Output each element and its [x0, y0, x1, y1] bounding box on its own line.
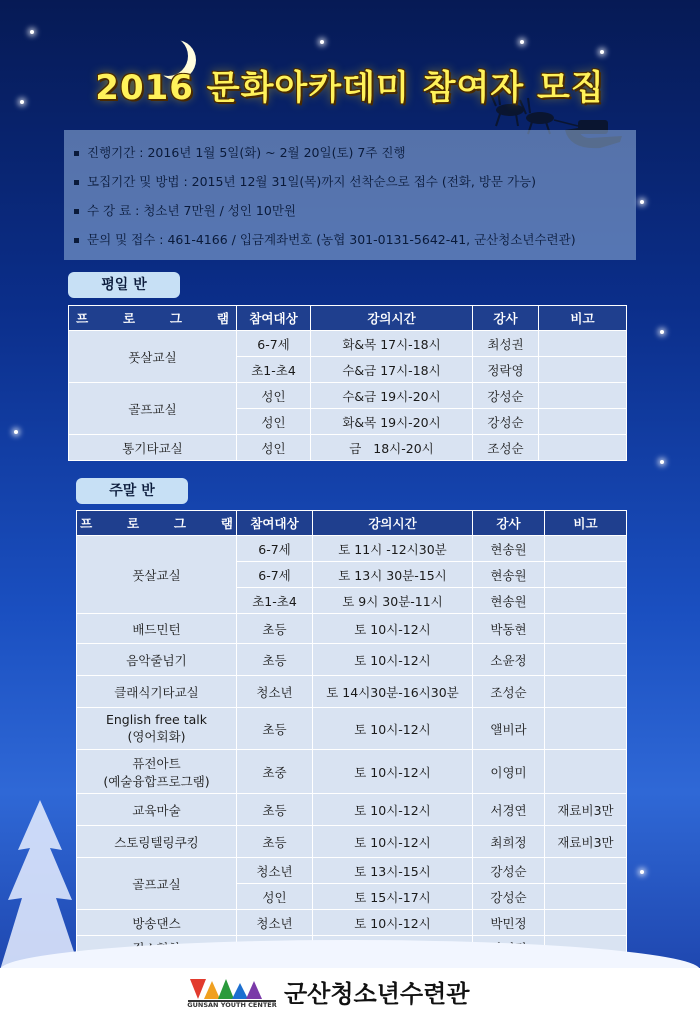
star-decoration — [640, 200, 644, 204]
target-cell: 초등 — [237, 644, 313, 676]
time-cell: 토 13시 30분-15시 — [313, 562, 473, 588]
instructor-cell: 강성순 — [473, 884, 545, 910]
info-text: 진행기간 : 2016년 1월 5일(화) ~ 2월 20일(토) 7주 진행 — [87, 145, 406, 160]
program-header — [69, 306, 237, 331]
note-cell — [539, 331, 627, 357]
program-header-char: 로 — [123, 311, 136, 326]
instructor-cell: 이영미 — [473, 750, 545, 794]
target-cell: 성인 — [237, 435, 311, 461]
time-cell: 토 9시 30분-11시 — [313, 588, 473, 614]
program-cell: 골프교실 — [77, 858, 237, 910]
note-cell — [539, 383, 627, 409]
note-cell — [545, 858, 627, 884]
star-decoration — [320, 40, 324, 44]
time-cell: 토 13시-15시 — [313, 858, 473, 884]
instructor-cell: 조성순 — [473, 435, 539, 461]
instructor-cell: 강성순 — [473, 409, 539, 435]
program-name: 퓨전아트 — [132, 755, 181, 771]
program-header-char: 프 — [80, 516, 93, 531]
table-header-row — [77, 511, 627, 536]
program-header-char: 로 — [127, 516, 140, 531]
target-cell: 초1-초4 — [237, 357, 311, 383]
time-cell: 토 11시 -12시30분 — [313, 536, 473, 562]
target-header: 참여대상 — [237, 511, 313, 536]
target-cell: 초등 — [237, 794, 313, 826]
info-line — [74, 225, 626, 254]
note-cell — [539, 357, 627, 383]
table-row — [77, 858, 627, 884]
program-cell: 풋살교실 — [77, 536, 237, 614]
org-name: 군산청소년수련관 — [284, 980, 470, 1008]
instructor-cell: 강성순 — [473, 383, 539, 409]
note-cell: 재료비3만 — [545, 826, 627, 858]
time-cell: 토 10시-12시 — [313, 750, 473, 794]
program-header-char: 램 — [220, 516, 233, 531]
target-cell: 성인 — [237, 409, 311, 435]
weekend-section-label: 주말 반 — [76, 478, 188, 504]
program-cell: 방송댄스 — [77, 910, 237, 936]
star-decoration — [600, 50, 604, 54]
note-cell: 재료비3만 — [545, 794, 627, 826]
instructor-cell: 강성순 — [473, 858, 545, 884]
instructor-cell: 현송원 — [473, 536, 545, 562]
time-cell: 토 10시-12시 — [313, 794, 473, 826]
star-decoration — [660, 460, 664, 464]
target-cell: 청소년 — [237, 910, 313, 936]
time-cell: 토 10시-12시 — [313, 614, 473, 644]
time-cell: 화&목 19시-20시 — [311, 409, 473, 435]
table-row — [77, 826, 627, 858]
note-cell — [545, 536, 627, 562]
note-cell — [545, 750, 627, 794]
note-cell — [545, 910, 627, 936]
program-cell: 음악줄넘기 — [77, 644, 237, 676]
bullet-icon — [74, 151, 79, 156]
time-cell: 토 10시-12시 — [313, 910, 473, 936]
weekend-table — [76, 510, 627, 960]
program-cell — [77, 750, 237, 794]
note-cell — [545, 676, 627, 708]
time-cell: 토 10시-12시 — [313, 644, 473, 676]
program-cell: 교육마술 — [77, 794, 237, 826]
info-text: 문의 및 접수 : 461-4166 / 입금계좌번호 (농협 301-0131-5642-41, 군산청소년수련관) — [87, 232, 576, 247]
table-row — [77, 910, 627, 936]
weekday-table — [68, 305, 627, 461]
target-cell: 6-7세 — [237, 536, 313, 562]
instructor-header: 강사 — [473, 306, 539, 331]
target-cell: 6-7세 — [237, 562, 313, 588]
program-cell — [77, 708, 237, 750]
instructor-cell: 앨비라 — [473, 708, 545, 750]
weekday-section-label: 평일 반 — [68, 272, 180, 298]
table-row — [69, 331, 627, 357]
program-subname: (영어회화) — [127, 729, 186, 744]
target-cell: 초중 — [237, 750, 313, 794]
table-row — [77, 750, 627, 794]
target-cell: 6-7세 — [237, 331, 311, 357]
note-cell — [545, 708, 627, 750]
table-row — [77, 644, 627, 676]
note-cell — [545, 562, 627, 588]
table-row — [77, 614, 627, 644]
note-cell — [545, 644, 627, 676]
program-name: English free talk — [105, 712, 207, 727]
info-box — [64, 130, 636, 260]
note-cell — [545, 614, 627, 644]
bullet-icon — [74, 180, 79, 185]
info-text: 모집기간 및 방법 : 2015년 12월 31일(목)까지 선착순으로 접수 (전화, 방문 가능) — [87, 174, 536, 189]
star-decoration — [520, 40, 524, 44]
note-cell — [545, 884, 627, 910]
table-row — [69, 383, 627, 409]
info-line — [74, 167, 626, 196]
instructor-cell: 박민정 — [473, 910, 545, 936]
instructor-cell: 정락영 — [473, 357, 539, 383]
target-cell: 성인 — [237, 383, 311, 409]
info-line — [74, 196, 626, 225]
snowy-tree-decoration — [0, 800, 80, 970]
target-cell: 성인 — [237, 884, 313, 910]
program-cell: 배드민턴 — [77, 614, 237, 644]
program-subname: (예술융합프로그램) — [103, 773, 210, 789]
star-decoration — [14, 430, 18, 434]
program-header-char: 램 — [216, 311, 229, 326]
note-cell — [545, 588, 627, 614]
program-cell: 골프교실 — [69, 383, 237, 435]
table-row — [77, 708, 627, 750]
table-row — [77, 676, 627, 708]
star-decoration — [660, 330, 664, 334]
instructor-cell: 현송원 — [473, 562, 545, 588]
time-cell: 토 10시-12시 — [313, 708, 473, 750]
instructor-cell: 소윤정 — [473, 644, 545, 676]
target-cell: 초등 — [237, 614, 313, 644]
time-cell: 금 18시-20시 — [311, 435, 473, 461]
target-header: 참여대상 — [237, 306, 311, 331]
program-cell: 풋살교실 — [69, 331, 237, 383]
program-header-char: 프 — [76, 311, 89, 326]
program-header-char: 그 — [169, 311, 182, 326]
instructor-cell: 조성순 — [473, 676, 545, 708]
instructor-cell: 최희정 — [473, 826, 545, 858]
time-header: 강의시간 — [311, 306, 473, 331]
target-cell: 초등 — [237, 826, 313, 858]
info-text: 수 강 료 : 청소년 7만원 / 성인 10만원 — [87, 203, 296, 218]
gunsan-youth-center-logo — [186, 975, 278, 1003]
time-cell: 수&금 17시-18시 — [311, 357, 473, 383]
bullet-icon — [74, 209, 79, 214]
time-cell: 토 15시-17시 — [313, 884, 473, 910]
program-header — [77, 511, 237, 536]
program-cell: 클래식기타교실 — [77, 676, 237, 708]
program-cell: 스토링텔링쿠킹 — [77, 826, 237, 858]
instructor-header: 강사 — [473, 511, 545, 536]
star-decoration — [640, 870, 644, 874]
note-cell — [539, 409, 627, 435]
target-cell: 초등 — [237, 708, 313, 750]
note-header: 비고 — [539, 306, 627, 331]
program-header-char: 그 — [173, 516, 186, 531]
instructor-cell: 서경연 — [473, 794, 545, 826]
logo-caption: GUNSAN YOUTH CENTER — [187, 1001, 277, 1009]
table-row — [69, 435, 627, 461]
info-line — [74, 138, 626, 167]
time-cell: 토 10시-12시 — [313, 826, 473, 858]
time-header: 강의시간 — [313, 511, 473, 536]
time-cell: 수&금 19시-20시 — [311, 383, 473, 409]
note-cell — [539, 435, 627, 461]
target-cell: 청소년 — [237, 858, 313, 884]
bullet-icon — [74, 238, 79, 243]
table-row — [77, 536, 627, 562]
instructor-cell: 최성권 — [473, 331, 539, 357]
page-title: 2016 문화아카데미 참여자 모집 — [95, 68, 605, 108]
note-header: 비고 — [545, 511, 627, 536]
target-cell: 청소년 — [237, 676, 313, 708]
time-cell: 화&목 17시-18시 — [311, 331, 473, 357]
program-cell: 통기타교실 — [69, 435, 237, 461]
instructor-cell: 박동현 — [473, 614, 545, 644]
time-cell: 토 14시30분-16시30분 — [313, 676, 473, 708]
star-decoration — [30, 30, 34, 34]
table-header-row — [69, 306, 627, 331]
target-cell: 초1-초4 — [237, 588, 313, 614]
table-row — [77, 794, 627, 826]
instructor-cell: 현송원 — [473, 588, 545, 614]
